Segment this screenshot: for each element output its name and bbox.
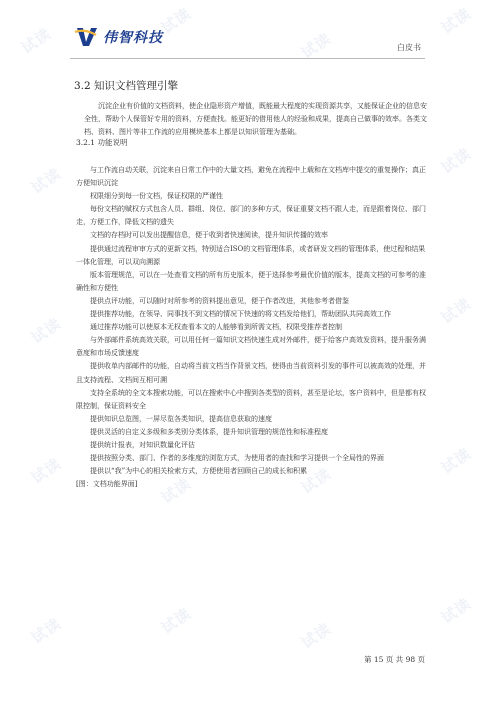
- section-intro: [84, 100, 430, 139]
- list-item: 权限细分到每一份文档，保证权限的严谨性: [90, 192, 223, 201]
- list-item: 提供点评功能，可以随时对所参考的资料提出意见，便于作者改进，其他参考者借鉴: [90, 296, 349, 305]
- section-title: 3.2 知识文档管理引擎: [74, 80, 179, 92]
- list-item: 支持全系统的全文本搜索功能，可以在搜索中心中搜到各类型的资料，甚至是论坛，客户资料中，但是都有权限控制，保证资料安全: [76, 388, 426, 410]
- watermark-text: 试读: [28, 614, 65, 648]
- document-type-label: 白皮书: [397, 43, 421, 52]
- list-item: 提供灵活的自定义多级和多类别分类体系，提升知识管理的规范性和标准程度: [90, 427, 328, 436]
- list-item: 每份文档的赋权方式包含人员、群组、岗位、部门的多种方式，保证重要文档不跟人走，而是跟着岗位、部门走，方便工作，降低文档的遗失: [76, 205, 426, 227]
- list-item: 与外部邮件系统高效关联，可以用任何一篇知识文档快速生成对外邮件，便于给客户高效发资料，提升服务满意度和市场反馈速度: [76, 336, 426, 358]
- feature-list: [76, 164, 432, 491]
- list-item: 与工作流自动关联，沉淀来自日常工作中的大量文档，避免在流程中上载和在文档库中提交的重复操作；真正方便知识沉淀: [76, 166, 426, 188]
- watermark-text: 试读: [298, 619, 335, 653]
- list-item: 通过推荐功能可以使原本无权查看本文的人能够看到所需文档，权限受推荐者控制: [90, 323, 342, 332]
- list-item: 文档的存档时可以发出提醒信息，便于收到者快速阅读，提升知识传播的效率: [90, 231, 328, 240]
- list-item: 提供统计报表，对知识数量化评估: [90, 440, 195, 449]
- list-item: 提供知识总览图，一屏尽览各类知识，提高信息获取的速度: [90, 414, 272, 423]
- header-divider: [70, 58, 425, 59]
- watermark-text: 试读: [28, 454, 65, 488]
- page-number: 第 15 页 共 98 页: [363, 655, 425, 664]
- watermark-text: 试读: [438, 444, 475, 478]
- company-logo: [74, 26, 163, 48]
- list-item: 版本管理规范，可以在一处查看文档的所有历史版本，便于选择参考最优价值的版本，提高文档的可参考的准确性和方便性: [76, 270, 426, 292]
- watermark-text: 试读: [298, 464, 335, 498]
- watermark-text: 试读: [18, 24, 55, 58]
- watermark-text: 试读: [438, 144, 475, 178]
- watermark-text: 试读: [298, 29, 335, 63]
- intro-paragraph: 沉淀企业有价值的文档资料，使企业隐形资产增值，既能最大程度的实现资源共享，又能保证企业的信息安全性，帮助个人保管好专用的资料，方便查找。能更好的借用他人的经验和成果，提高自己做事的效率。各类文档、资料、图片等非工作流的应用模块基本上都是以知识管理为基础。: [84, 102, 427, 136]
- watermark-text: 试读: [158, 474, 195, 508]
- list-item: 提供通过流程审审方式的更新文档，特别适合ISO的文档管理体系，或者研发文档的管理体系，使过程和结果一体化管理，可以双向溯源: [76, 244, 426, 266]
- watermark-text: 试读: [438, 294, 475, 328]
- list-item: 提供收单内部邮件的功能，自动将当前文档当作背景文档，使得由当前资料引发的事件可以被高效的处理，并且支持流程、文档间互相可溯: [76, 362, 426, 384]
- list-item: 提供以“我”为中心的相关检索方式，方便使用者回顾自己的成长和积累: [90, 467, 308, 476]
- list-item: 提供按照分类、部门、作者的多维度的浏览方式，为使用者的查找和学习提供一个全局性的界面: [90, 454, 384, 463]
- list-item: 提供推荐功能，在领导、同事找不到文档的情况下快速的将文档发给他们，帮助团队共同高效工作: [90, 310, 391, 319]
- watermark-text: 试读: [158, 604, 195, 638]
- logo-text: 伟智科技: [103, 30, 163, 46]
- figure-caption: [图：文档功能界面]: [76, 480, 138, 489]
- watermark-text: 试读: [438, 594, 475, 628]
- watermark-text: 试读: [28, 164, 65, 198]
- logo-mark-icon: [74, 26, 100, 48]
- watermark-text: 试读: [438, 4, 475, 38]
- watermark-text: 试读: [28, 314, 65, 348]
- watermark-text: 试读: [158, 4, 195, 38]
- subsection-title: 3.2.1 功能说明: [76, 138, 128, 147]
